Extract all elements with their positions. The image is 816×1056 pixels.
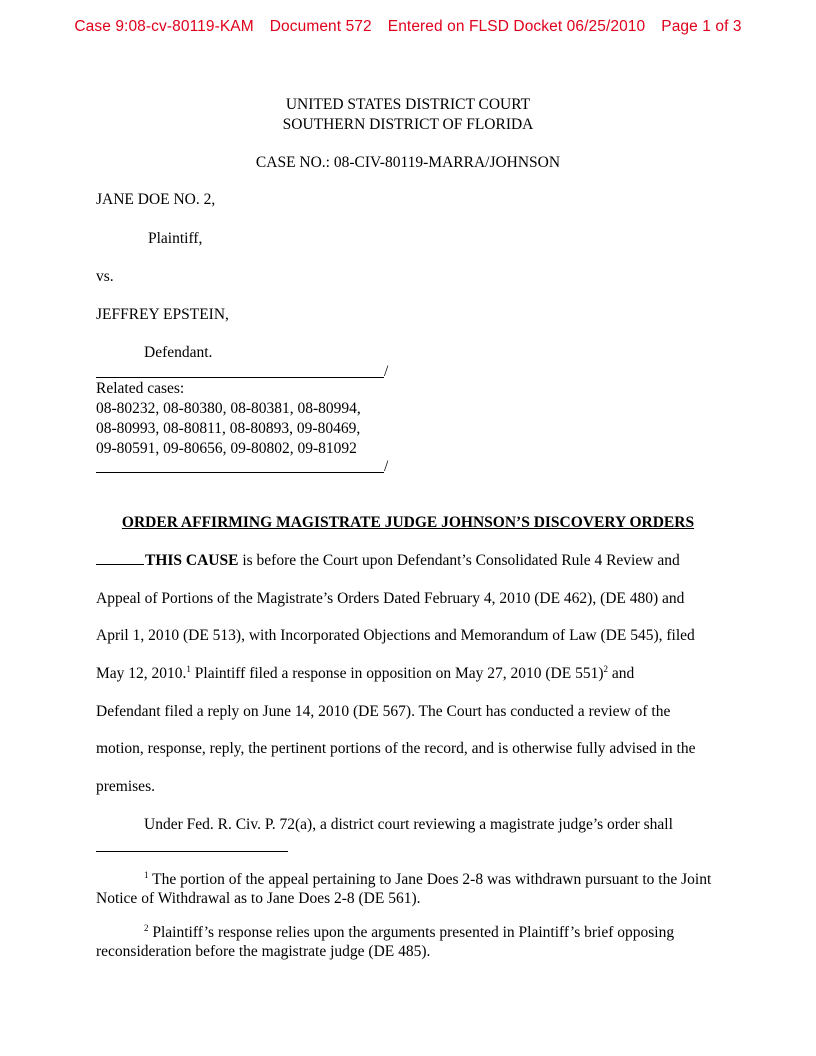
footnote-2-text: Plaintiff’s response relies upon the arguments presented in Plaintiff’s brief opposing reconsideration before the magistrate judge (DE 485). <box>96 924 675 960</box>
body-line-4: May 12, 2010.$^1$ Plaintiff filed a response in opposition on May 27, 2010 (DE 551)$^2$ and <box>96 663 635 682</box>
defendant-role: Defendant. <box>144 344 213 361</box>
body-line-7: premises. <box>96 778 155 795</box>
related-cases-line: 09-80591, 09-80656, 09-80802, 09-81092 <box>96 440 357 457</box>
header-entered-date: Entered on FLSD Docket 06/25/2010 <box>387 18 646 35</box>
body-line-3: April 1, 2010 (DE 513), with Incorporated Objections and Memorandum of Law (DE 545), filed <box>96 627 695 644</box>
caption-rule-top <box>96 377 384 378</box>
footnote-1 <box>96 870 720 908</box>
defendant-name: JEFFREY EPSTEIN, <box>96 306 229 323</box>
case-number: CASE NO.: 08-CIV-80119-MARRA/JOHNSON <box>255 154 561 171</box>
body-line-6: motion, response, reply, the pertinent portions of the record, and is otherwise fully advised in the <box>96 740 696 757</box>
caption-slash-bottom: / <box>384 458 389 475</box>
footnote-2 <box>96 923 720 961</box>
related-cases-line: 08-80993, 08-80811, 08-80893, 09-80469, <box>96 420 361 437</box>
body-line-1: THIS CAUSE is before the Court upon Defendant’s Consolidated Rule 4 Review and <box>96 550 680 571</box>
footnote-mark-1: 1 <box>144 869 149 880</box>
docket-header <box>0 18 816 36</box>
header-document-number: Document 572 <box>269 18 372 35</box>
header-page-number: Page 1 of 3 <box>661 18 742 35</box>
plaintiff-role: Plaintiff, <box>148 230 203 247</box>
related-cases-label: Related cases: <box>96 380 185 397</box>
order-title: ORDER AFFIRMING MAGISTRATE JUDGE JOHNSON’S DISCOVERY ORDERS <box>121 514 695 531</box>
indent-blank <box>96 550 144 565</box>
footnote-mark-2: 2 <box>144 922 149 933</box>
related-cases-line: 08-80232, 08-80380, 08-80381, 08-80994, <box>96 400 361 417</box>
versus: vs. <box>96 268 114 285</box>
this-cause: THIS CAUSE <box>145 552 239 569</box>
header-case-number: Case 9:08-cv-80119-KAM <box>74 18 254 35</box>
footnote-separator <box>96 851 288 852</box>
court-district: SOUTHERN DISTRICT OF FLORIDA <box>282 116 534 133</box>
body-line-8: Under Fed. R. Civ. P. 72(a), a district court reviewing a magistrate judge’s order shall <box>144 816 673 833</box>
footnote-ref-1: 1 <box>186 663 191 674</box>
caption-rule-bottom <box>96 472 384 473</box>
footnote-ref-2: 2 <box>603 663 608 674</box>
court-name: UNITED STATES DISTRICT COURT <box>285 96 531 113</box>
body-line-5: Defendant filed a reply on June 14, 2010 (DE 567). The Court has conducted a review of the <box>96 703 671 720</box>
plaintiff-name: JANE DOE NO. 2, <box>96 191 216 208</box>
body-line-2: Appeal of Portions of the Magistrate’s Orders Dated February 4, 2010 (DE 462), (DE 480) and <box>96 590 685 607</box>
caption-slash-top: / <box>384 363 389 380</box>
footnote-1-text: The portion of the appeal pertaining to Jane Does 2-8 was withdrawn pursuant to the Joint Notice of Withdrawal as to Jane Does 2-8 (DE 561). <box>96 871 712 907</box>
